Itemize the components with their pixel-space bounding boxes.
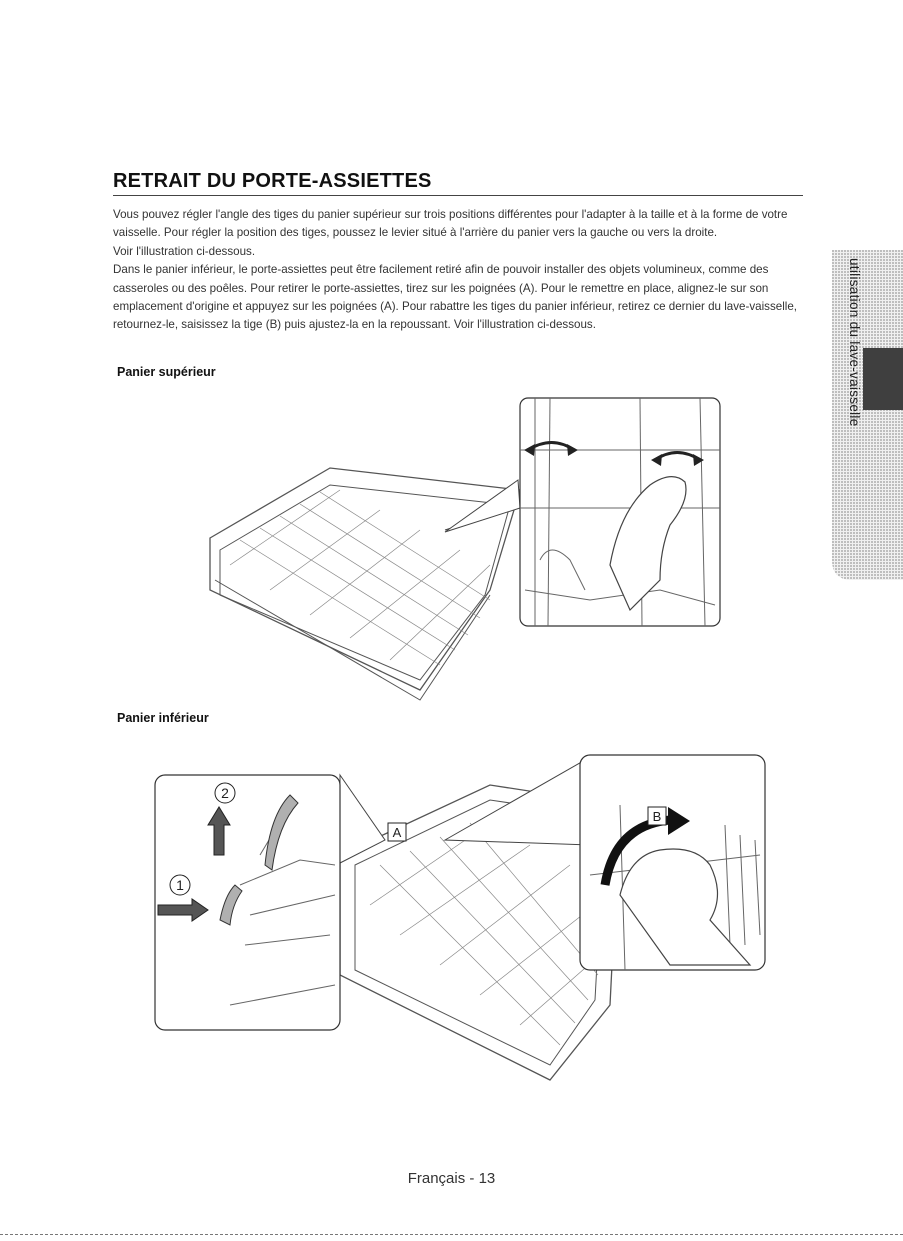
lower-basket-illustration [150, 745, 770, 1090]
upper-basket-label: Panier supérieur [117, 365, 216, 379]
left-inset-frame [155, 775, 340, 1030]
bottom-rule [0, 1234, 903, 1235]
upper-inset-connector [445, 480, 520, 532]
step-1-label: 1 [176, 877, 184, 893]
callout-b-label: B [652, 809, 662, 824]
side-tab-label: utilisation du lave-vaisselle [847, 258, 862, 427]
paragraph-1: Vous pouvez régler l'angle des tiges du panier supérieur sur trois positions différentes pour l'adapter à la taille et à la forme de votre vaisselle. Pour régler la position des tiges, poussez le levier situé à l'arrière du panier vers la gauche ou vers la droite. [113, 208, 788, 240]
upper-basket-illustration [190, 390, 730, 710]
step-2-label: 2 [221, 785, 229, 801]
tab-marker [863, 348, 903, 410]
callout-a-label: A [392, 825, 402, 840]
page-title: RETRAIT DU PORTE-ASSIETTES [113, 170, 803, 196]
body-text [113, 206, 813, 335]
right-inset-connector [445, 760, 590, 845]
paragraph-2: Voir l'illustration ci-dessous. [113, 244, 256, 258]
paragraph-3: Dans le panier inférieur, le porte-assiettes peut être facilement retiré afin de pouvoir installer des objets volumineux, comme des casseroles ou des poêles. Pour retirer le porte-assiettes, tirez sur les poignées (A). Pour le remettre en place, alignez-le sur son emplacement d'origine et appuyez sur les poignées (A). Pour rabattre les tiges du panier inférieur, retirez ce dernier du lave-vaisselle, retournez-le, saisissez la tige (B) puis ajustez-la en la repoussant. Voir l'illustration ci-dessous. [113, 263, 798, 332]
lower-basket-label: Panier inférieur [117, 711, 209, 725]
left-inset-connector [340, 775, 385, 863]
page-footer: Français - 13 [407, 1170, 496, 1187]
